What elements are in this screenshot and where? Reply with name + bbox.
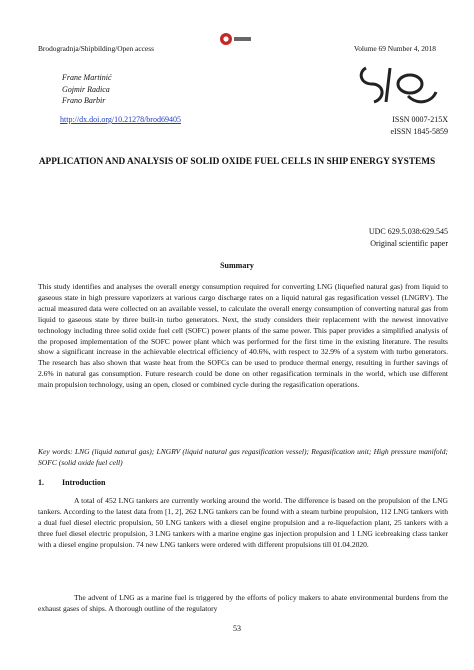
section-heading: [38, 478, 105, 487]
paper-type: Original scientific paper: [370, 239, 448, 249]
issn-block: [340, 114, 448, 138]
udc-code: UDC 629.5.038:629.545: [368, 227, 448, 236]
author-name: Frano Barbir: [62, 96, 106, 106]
page-number: 53: [233, 624, 241, 633]
volume-header: Volume 69 Number 4, 2018: [353, 44, 436, 53]
publisher-logo-icon: [219, 32, 253, 46]
journal-header: Brodogradnja/Shipbilding/Open access: [38, 44, 154, 53]
doi-link[interactable]: http://dx.doi.org/10.21278/brod69405: [60, 115, 181, 124]
author-name: Gojmir Radica: [62, 84, 110, 94]
author-name: Frane Martinić: [62, 73, 112, 82]
paragraph: [38, 496, 448, 551]
abstract-text: This study identifies and analyses the overall energy consumption required for converting LNG (liquefied natural gas) from liquid to gaseous state in high pressure vaporizers at various cargo discharge rates on a liquid natural gas regasification vessel (LNGRV). The actual measured data were collected on an available vessel, to calculate the overall energy consumption of converting natural gas from liquid to gaseous state by three built-in turbo generators. Next, the study considers their replacement with the newest innovative technology including three solid oxide fuel cell (SOFC) power plants of the same power. This paper provides a simplified analysis of the proposed implementation of the SOFC power plant which was performed for the first time in the existing literature. The results show a significant increase in the achievable electrical efficiency of 40.6%, with respect to 32.9% of a system with turbo generators. The research has also shown that waste heat from the SOFCs can be used to produce thermal energy, resulting in further savings of 2.6% in natural gas consumption. Future research could be done on other regasification terminals in the world, which use different main propulsion technology, using an open, closed or combined cycle during the regasification operations.: [38, 282, 448, 390]
keywords: Key words: LNG (liquid natural gas); LNGRV (liquid natural gas regasification vessel); Regasification unit; High pressure manifold; SOFC (solid oxide fuel cell): [38, 447, 448, 467]
issn: ISSN 0007-215X: [392, 115, 448, 124]
paragraph: [38, 593, 448, 615]
section-number: 1.: [38, 478, 44, 487]
journal-logo-icon: [356, 62, 442, 108]
classification-block: [300, 226, 448, 250]
author-list: [62, 72, 112, 107]
paragraph-text: A total of 452 LNG tankers are currently working around the world. The difference is based on the propulsion of the LNG tankers. According to the latest data from [1, 2], 262 LNG tankers can be found with a steam turbine propulsion, 112 LNG tankers with a dual fuel diesel electric propulsion, 50 LNG tankers with a diesel engine propulsion and a re-liquefaction plant, 25 tankers with a three fuel diesel electric propulsion, 3 LNG tankers with a marine engine gas injection propulsion and 1 LNG icebreaking class tanker with a diesel engine propulsion. 74 new LNG tankers were ordered with different propulsions till 01.04.2020.: [38, 496, 448, 549]
eissn: eISSN 1845-5859: [390, 127, 448, 136]
paragraph-text: The advent of LNG as a marine fuel is triggered by the efforts of policy makers to abate environmental burdens from the exhaust gases of ships. A thorough outline of the regulatory: [38, 593, 448, 613]
summary-heading: Summary: [220, 261, 254, 270]
section-title: Introduction: [62, 478, 106, 487]
paper-title: APPLICATION AND ANALYSIS OF SOLID OXIDE FUEL CELLS IN SHIP ENERGY SYSTEMS: [38, 157, 436, 167]
